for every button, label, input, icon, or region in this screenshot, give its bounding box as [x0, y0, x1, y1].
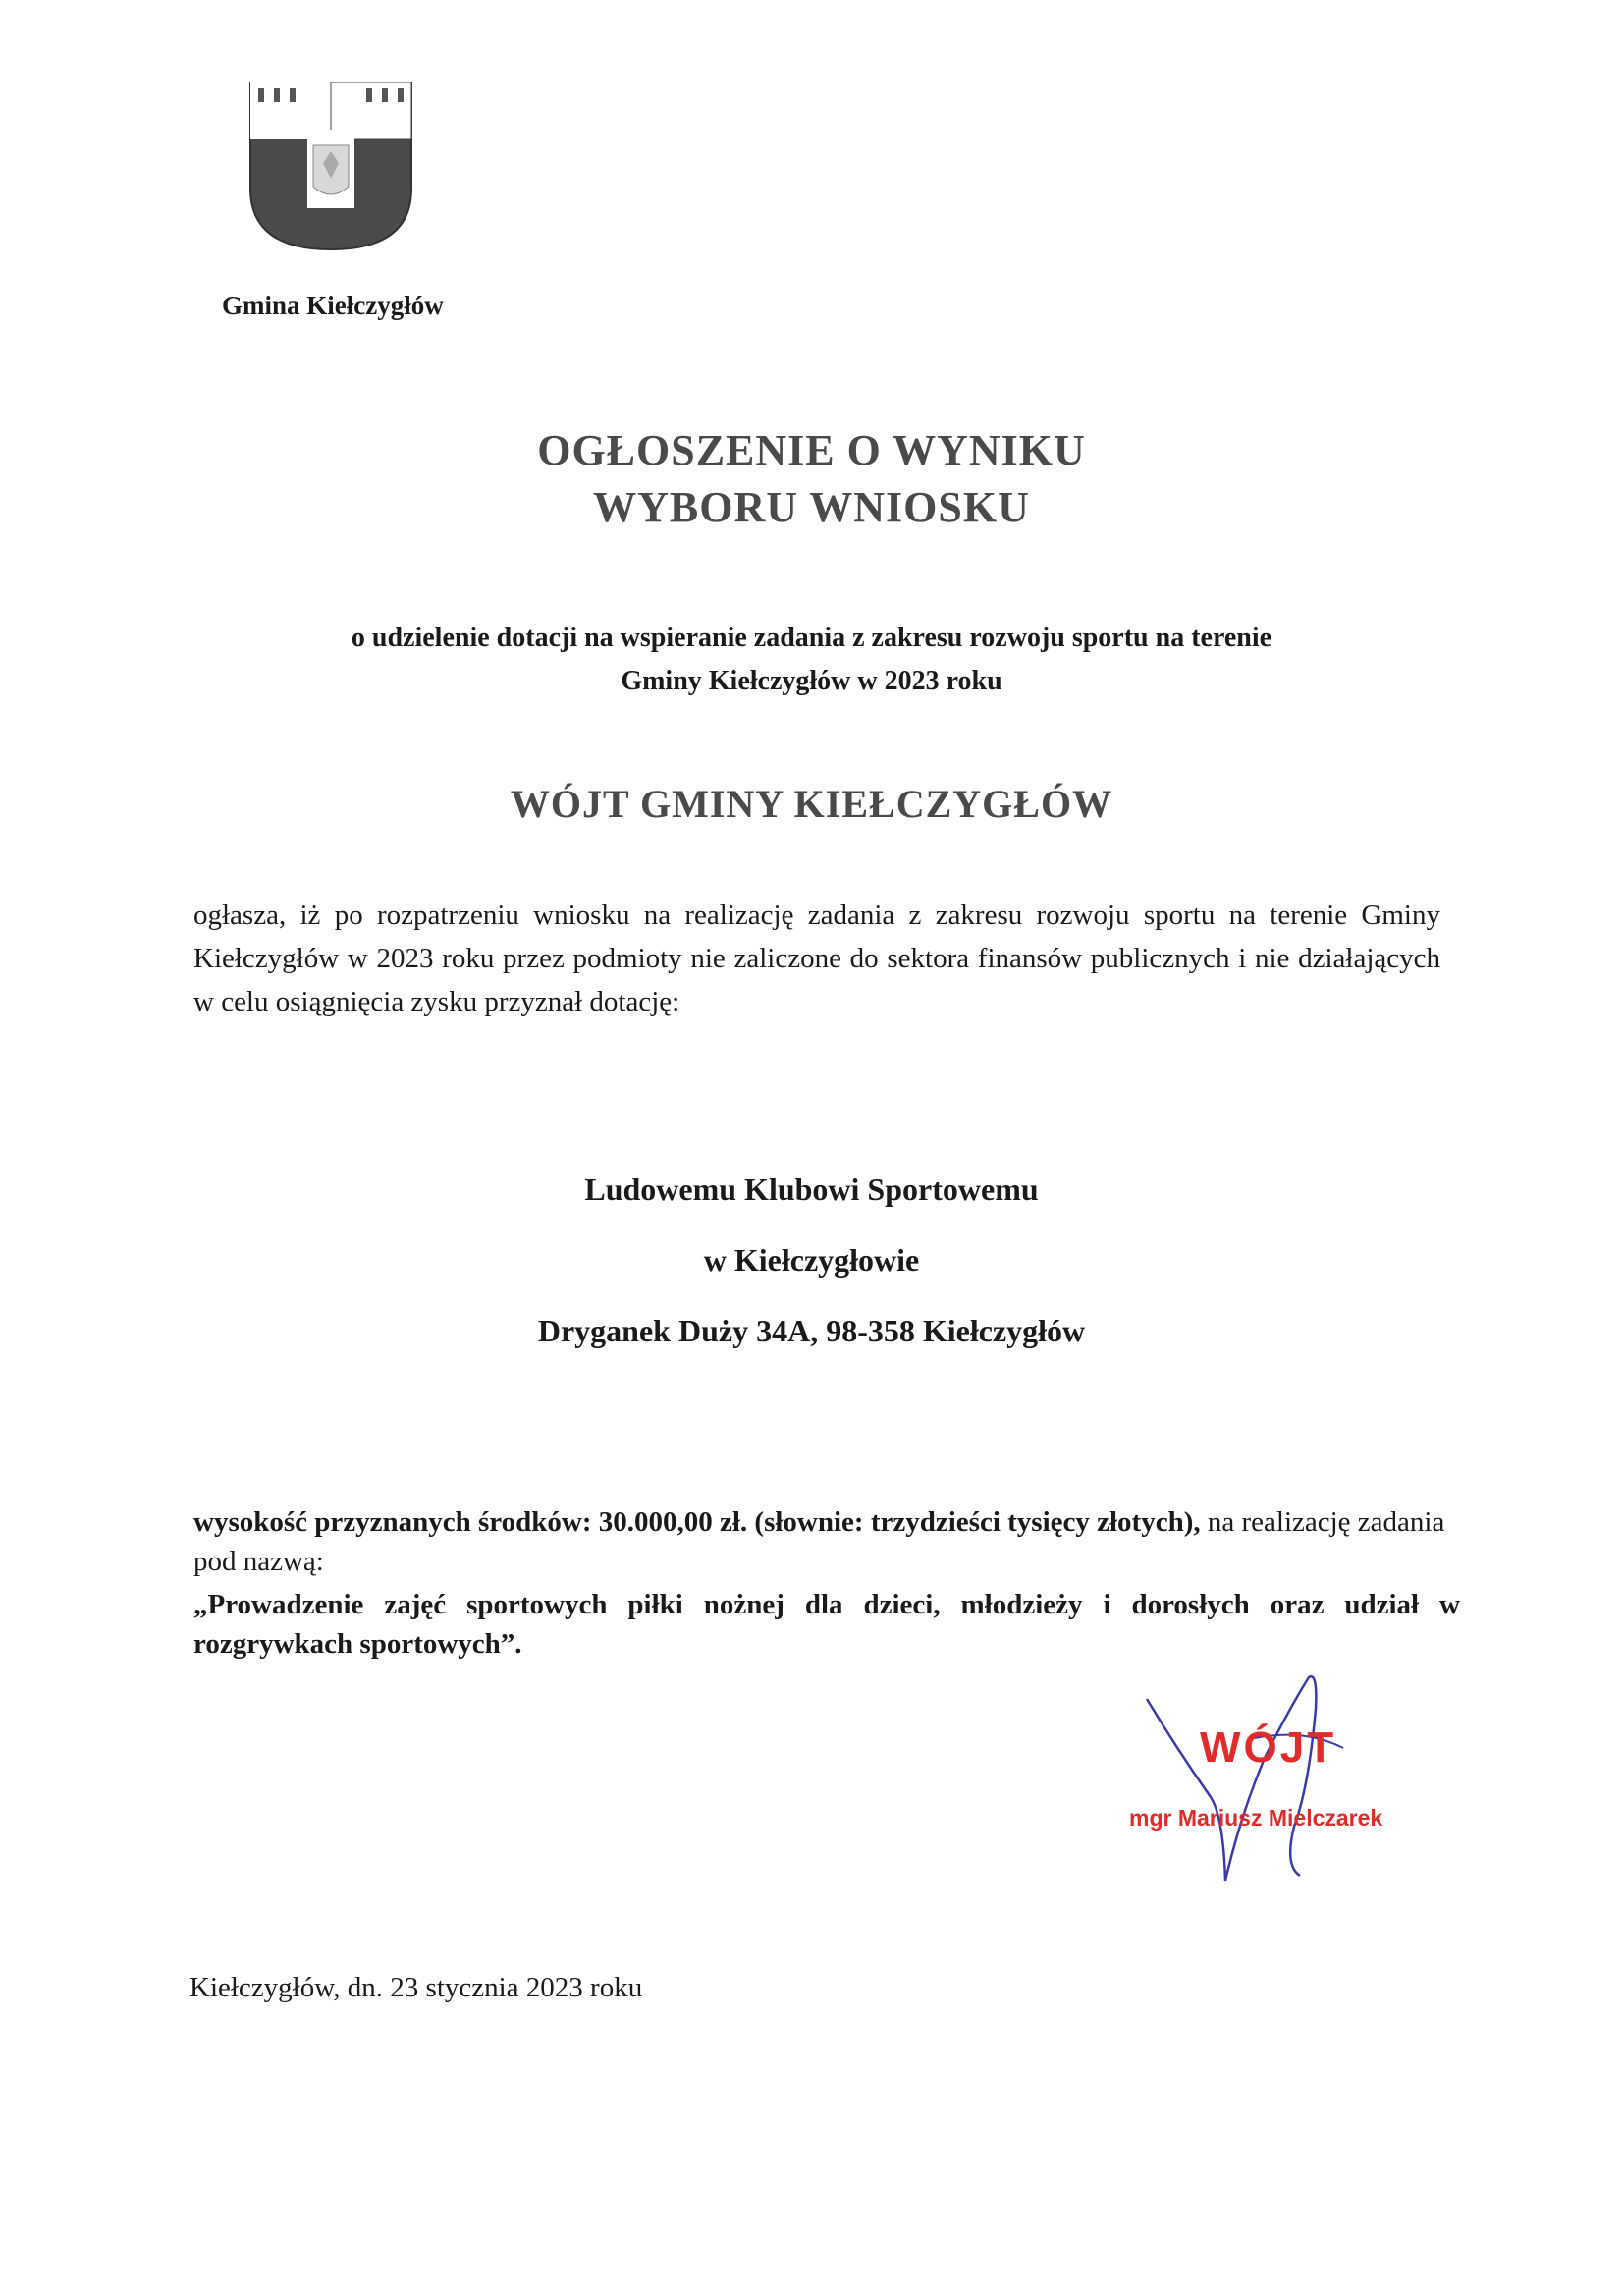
grant-amount-tail: na realizację zadania pod nazwą:: [193, 1506, 1445, 1577]
place-and-date: Kiełczygłów, dn. 23 stycznia 2023 roku: [189, 1972, 643, 2003]
handwritten-signature: [1108, 1669, 1432, 1895]
subtitle-line-1: o udzielenie dotacji na wspieranie zadania z zakresu rozwoju sportu na terenie: [351, 623, 1272, 653]
document-subtitle: [0, 617, 1623, 703]
stamp-name: mgr Mariusz Mielczarek: [1129, 1805, 1383, 1831]
document-title: [0, 422, 1623, 536]
recipient-address: Dryganek Duży 34A, 98-358 Kiełczygłów: [537, 1313, 1086, 1348]
issuer-heading: WÓJT GMINY KIEŁCZYGŁÓW: [510, 782, 1113, 826]
recipient-line-2: w Kiełczygłowie: [703, 1242, 920, 1278]
grant-amount: wysokość przyznanych środków: 30.000,00 zł. (słownie: trzydzieści tysięcy złotych),: [193, 1506, 1201, 1538]
coat-of-arms-logo: [248, 81, 413, 251]
stamp-role: WÓJT: [1200, 1723, 1337, 1772]
title-line-1: OGŁOSZENIE O WYNIKU: [537, 426, 1086, 474]
announcement-body: ogłasza, iż po rozpatrzeniu wniosku na realizację zadania z zakresu rozwoju sportu na terenie Gminy Kiełczygłów w 2023 roku przez podmioty nie zaliczone do sektora finansów publicznych i nie działających w celu osiągnięcia zysku przyznał dotację:: [193, 900, 1440, 1017]
recipient-line-1: Ludowemu Klubowi Sportowemu: [584, 1172, 1039, 1207]
grant-amount-paragraph: [193, 1503, 1460, 1581]
subtitle-line-2: Gminy Kiełczygłów w 2023 roku: [621, 666, 1002, 696]
task-title: „Prowadzenie zajęć sportowych piłki nożnej dla dzieci, młodzieży i dorosłych oraz udział w rozgrywkach sportowych”.: [193, 1589, 1460, 1660]
title-line-2: WYBORU WNIOSKU: [593, 483, 1030, 531]
municipality-name: Gmina Kiełczygłów: [222, 291, 444, 320]
